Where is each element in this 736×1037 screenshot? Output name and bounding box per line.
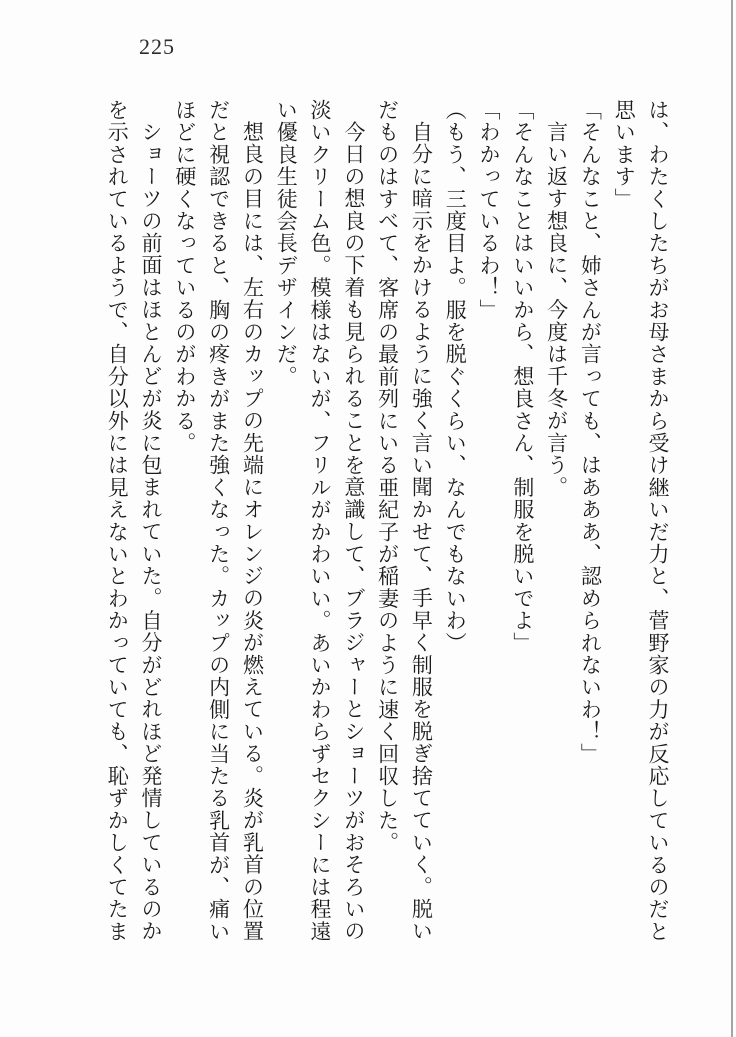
text-line: だと視認できると、胸の疼きがまた強くなった。カップの内側に当たる乳首が、痛い bbox=[206, 99, 231, 943]
text-line: 「そんなこと、姉さんが言っても、はあああ、認められないわ！」 bbox=[578, 99, 603, 765]
text-line: だものはすべて、客席の最前列にいる亜紀子が稲妻のように速く回収した。 bbox=[375, 99, 400, 854]
text-line: 淡いクリーム色。模様はないが、フリルがかわいい。あいかわらずセクシーには程遠 bbox=[308, 99, 333, 943]
body-text bbox=[99, 99, 674, 961]
text-line: （もう、三度目よ。服を脱ぐくらい、なんでもないわ） bbox=[443, 99, 468, 654]
text-line: 言い返す想良に、今度は千冬が言う。 bbox=[544, 121, 569, 499]
text-line: 想良の目には、左右のカップの先端にオレンジの炎が燃えている。炎が乳首の位置 bbox=[240, 121, 265, 943]
text-line: ショーツの前面はほとんどが炎に包まれていた。自分がどれほど発情しているのか bbox=[139, 121, 164, 943]
page-number: 225 bbox=[139, 34, 175, 59]
text-line: い優良生徒会長デザインだ。 bbox=[274, 99, 299, 388]
text-line: を示されているようで、自分以外には見えないとわかっていても、恥ずかしくてたま bbox=[105, 99, 130, 943]
text-line: ほどに硬くなっているのがわかる。 bbox=[172, 99, 197, 455]
text-line: 自分に暗示をかけるように強く言い聞かせて、手早く制服を脱ぎ捨てていく。脱い bbox=[409, 121, 434, 943]
text-line: は、わたくしたちがお母さまから受け継いだ力と、菅野家の力が反応しているのだと bbox=[646, 99, 670, 943]
text-line: 「そんなことはいいから、想良さん、制服を脱いでよ」 bbox=[510, 99, 535, 654]
text-line: 「わかっているわ！」 bbox=[477, 99, 502, 321]
page-edge-line bbox=[731, 0, 733, 1037]
text-line: 今日の想良の下着も見られることを意識して、ブラジャーとショーツがおそろいの bbox=[341, 121, 366, 943]
text-line: 思います」 bbox=[612, 99, 637, 210]
